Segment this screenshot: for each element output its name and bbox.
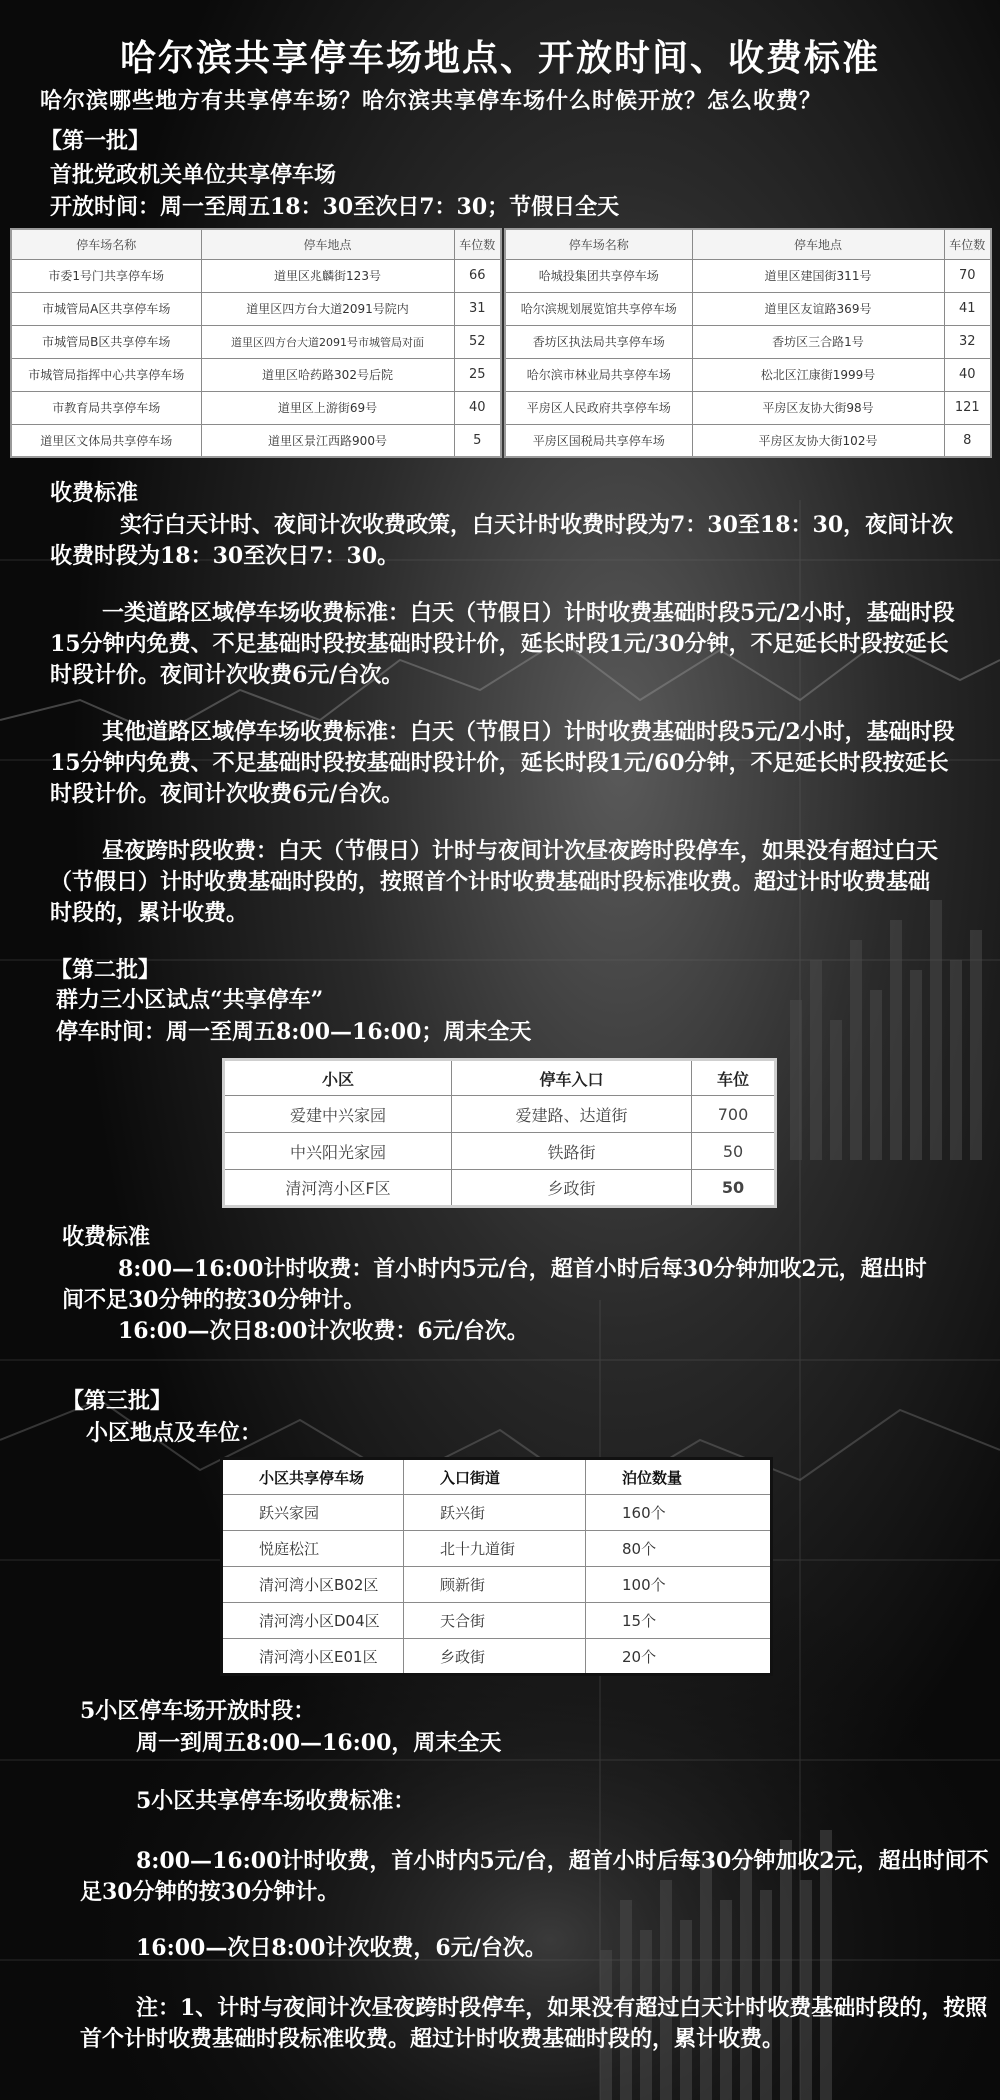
community-lot-name: 跃兴家园 — [222, 1495, 404, 1531]
batch2-parking-time: 停车时间：周一至周五8:00—16:00；周末全天 — [56, 1019, 532, 1045]
lot-spaces: 31 — [454, 292, 501, 325]
batch2-heading: 【第二批】 — [50, 957, 161, 983]
berth-count: 15个 — [586, 1603, 772, 1639]
lot-spaces: 121 — [944, 391, 991, 424]
entrance-street: 铁路街 — [452, 1133, 692, 1170]
lot-name: 哈尔滨规划展览馆共享停车场 — [505, 292, 692, 325]
batch1-fee-policy: 实行白天计时、夜间计次收费政策，白天计时收费时段为7：30至18：30，夜间计次收费时段为18：30至次日7：30。 — [50, 512, 954, 569]
table-row — [505, 391, 991, 424]
batch3-note: 注：1、计时与夜间计次昼夜跨时段停车，如果没有超过白天计时收费基础时段的，按照首个计时收费基础时段标准收费。超过计时收费基础时段的，累计收费。 — [80, 1995, 988, 2052]
berth-count: 160个 — [586, 1495, 772, 1531]
community-name: 清河湾小区F区 — [224, 1170, 452, 1207]
lot-name: 香坊区执法局共享停车场 — [505, 325, 692, 358]
batch1-fee-class1: 一类道路区域停车场收费标准：白天（节假日）计时收费基础时段5元/2小时，基础时段15分钟内免费、不足基础时段按基础时段计价，延长时段1元/30分钟，不足延长时段按延长时段计价。夜间计次收费6元/台次。 — [50, 600, 955, 688]
table-row — [505, 259, 991, 292]
batch1-table-right — [504, 228, 992, 458]
table-header-row — [222, 1459, 772, 1495]
entrance-street: 天合街 — [404, 1603, 586, 1639]
entrance-street: 跃兴街 — [404, 1495, 586, 1531]
lot-name: 市城管局B区共享停车场 — [11, 325, 201, 358]
table-row — [11, 358, 501, 391]
lot-spaces: 40 — [454, 391, 501, 424]
header-spaces: 车位数 — [944, 229, 991, 259]
batch1-fee-cross: 昼夜跨时段收费：白天（节假日）计时与夜间计次昼夜跨时段停车，如果没有超过白天（节假日）计时收费基础时段的，按照首个计时收费基础时段标准收费。超过计时收费基础时段的，累计收费。 — [50, 838, 939, 926]
header-entrance-street: 入口街道 — [404, 1459, 586, 1495]
space-count: 50 — [692, 1133, 776, 1170]
lot-address: 道里区兆麟街123号 — [201, 259, 454, 292]
page-subtitle: 哈尔滨哪些地方有共享停车场？哈尔滨共享停车场什么时候开放？怎么收费？ — [40, 88, 823, 114]
lot-address: 道里区建国街311号 — [692, 259, 944, 292]
table-row — [222, 1567, 772, 1603]
community-lot-name: 清河湾小区E01区 — [222, 1639, 404, 1675]
lot-address: 平房区友协大街102号 — [692, 424, 944, 457]
lot-address: 松北区江康街1999号 — [692, 358, 944, 391]
lot-address: 道里区哈药路302号后院 — [201, 358, 454, 391]
community-name: 中兴阳光家园 — [224, 1133, 452, 1170]
batch1-table-left — [10, 228, 502, 458]
table-row — [11, 424, 501, 457]
lot-spaces: 25 — [454, 358, 501, 391]
lot-address: 道里区景江西路900号 — [201, 424, 454, 457]
entrance-street: 顾新街 — [404, 1567, 586, 1603]
table-row — [224, 1170, 776, 1207]
table-row — [224, 1133, 776, 1170]
table-row — [222, 1531, 772, 1567]
batch3-fee-night: 16:00—次日8:00计次收费，6元/台次。 — [136, 1935, 547, 1961]
header-spaces: 车位数 — [454, 229, 501, 259]
table-row — [11, 391, 501, 424]
batch1-fee-title: 收费标准 — [50, 480, 139, 506]
table-row — [11, 292, 501, 325]
entrance-street: 爱建路、达道街 — [452, 1096, 692, 1133]
community-name: 爱建中兴家园 — [224, 1096, 452, 1133]
lot-address: 香坊区三合路1号 — [692, 325, 944, 358]
table-header-row — [224, 1060, 776, 1096]
table-row — [505, 325, 991, 358]
lot-name: 平房区国税局共享停车场 — [505, 424, 692, 457]
lot-spaces: 32 — [944, 325, 991, 358]
table-header-row — [11, 229, 501, 259]
berth-count: 80个 — [586, 1531, 772, 1567]
lot-name: 道里区文体局共享停车场 — [11, 424, 201, 457]
community-lot-name: 悦庭松江 — [222, 1531, 404, 1567]
batch2-line1: 群力三小区试点“共享停车” — [56, 987, 324, 1013]
batch1-line1: 首批党政机关单位共享停车场 — [50, 162, 337, 188]
header-lot-name: 停车场名称 — [11, 229, 201, 259]
lot-name: 市城管局A区共享停车场 — [11, 292, 201, 325]
lot-spaces: 40 — [944, 358, 991, 391]
table-row — [505, 358, 991, 391]
lot-name: 哈尔滨市林业局共享停车场 — [505, 358, 692, 391]
entrance-street: 北十九道街 — [404, 1531, 586, 1567]
lot-spaces: 8 — [944, 424, 991, 457]
batch2-fee-night: 16:00—次日8:00计次收费：6元/台次。 — [118, 1318, 529, 1344]
lot-spaces: 41 — [944, 292, 991, 325]
lot-name: 市城管局指挥中心共享停车场 — [11, 358, 201, 391]
lot-address: 道里区上游街69号 — [201, 391, 454, 424]
berth-count: 20个 — [586, 1639, 772, 1675]
table-row — [222, 1639, 772, 1675]
space-count: 700 — [692, 1096, 776, 1133]
header-lot-address: 停车地点 — [692, 229, 944, 259]
lot-address: 道里区四方台大道2091号院内 — [201, 292, 454, 325]
lot-name: 市委1号门共享停车场 — [11, 259, 201, 292]
batch1-fee-other: 其他道路区域停车场收费标准：白天（节假日）计时收费基础时段5元/2小时，基础时段15分钟内免费、不足基础时段按基础时段计价，延长时段1元/60分钟，不足延长时段按延长时段计价。夜间计次收费6元/台次。 — [50, 719, 955, 807]
lot-spaces: 66 — [454, 259, 501, 292]
table-row — [505, 424, 991, 457]
lot-spaces: 5 — [454, 424, 501, 457]
table-row — [224, 1096, 776, 1133]
table-row — [11, 259, 501, 292]
table-row — [505, 292, 991, 325]
lot-name: 哈城投集团共享停车场 — [505, 259, 692, 292]
batch3-open-time: 周一到周五8:00—16:00，周末全天 — [136, 1730, 502, 1756]
batch1-open-time: 开放时间：周一至周五18：30至次日7：30；节假日全天 — [50, 194, 620, 220]
page-title: 哈尔滨共享停车场地点、开放时间、收费标准 — [119, 37, 880, 79]
header-spaces: 车位 — [692, 1060, 776, 1096]
space-count: 50 — [692, 1170, 776, 1207]
batch3-open-title: 5小区停车场开放时段： — [80, 1698, 316, 1724]
lot-address: 道里区友谊路369号 — [692, 292, 944, 325]
community-lot-name: 清河湾小区D04区 — [222, 1603, 404, 1639]
berth-count: 100个 — [586, 1567, 772, 1603]
lot-name: 市教育局共享停车场 — [11, 391, 201, 424]
header-lot-address: 停车地点 — [201, 229, 454, 259]
header-berth-count: 泊位数量 — [586, 1459, 772, 1495]
lot-address: 道里区四方台大道2091号市城管局对面 — [201, 325, 454, 358]
batch1-heading: 【第一批】 — [40, 128, 151, 154]
community-lot-name: 清河湾小区B02区 — [222, 1567, 404, 1603]
batch3-heading: 【第三批】 — [62, 1388, 173, 1414]
table-row — [11, 325, 501, 358]
batch3-fee-day: 8:00—16:00计时收费，首小时内5元/台，超首小时后每30分钟加收2元，超出时间不足30分钟的按30分钟计。 — [80, 1848, 989, 1905]
header-lot-name: 停车场名称 — [505, 229, 692, 259]
batch2-fee-title: 收费标准 — [62, 1224, 151, 1250]
lot-name: 平房区人民政府共享停车场 — [505, 391, 692, 424]
table-row — [222, 1495, 772, 1531]
lot-spaces: 52 — [454, 325, 501, 358]
table-row — [222, 1603, 772, 1639]
batch2-table — [222, 1058, 777, 1208]
entrance-street: 乡政街 — [452, 1170, 692, 1207]
lot-address: 平房区友协大街98号 — [692, 391, 944, 424]
batch3-line1: 小区地点及车位： — [86, 1420, 263, 1446]
header-community: 小区 — [224, 1060, 452, 1096]
batch2-fee-day: 8:00—16:00计时收费：首小时内5元/台，超首小时后每30分钟加收2元，超出时间不足30分钟的按30分钟计。 — [62, 1256, 927, 1313]
header-entrance: 停车入口 — [452, 1060, 692, 1096]
lot-spaces: 70 — [944, 259, 991, 292]
batch3-table — [220, 1457, 773, 1676]
batch3-fee-title: 5小区共享停车场收费标准： — [136, 1788, 416, 1814]
table-header-row — [505, 229, 991, 259]
header-community-lot: 小区共享停车场 — [222, 1459, 404, 1495]
entrance-street: 乡政街 — [404, 1639, 586, 1675]
